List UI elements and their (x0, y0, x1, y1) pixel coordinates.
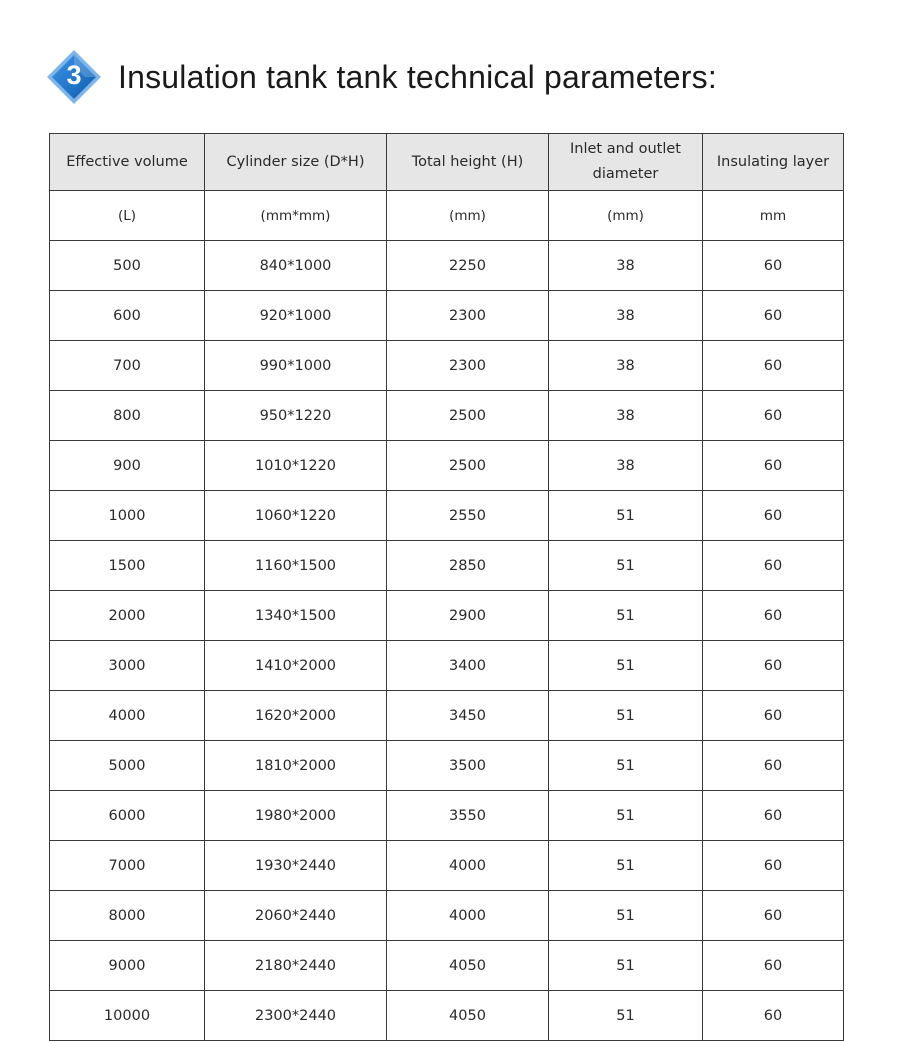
cell-insulating-layer: 60 (703, 741, 844, 791)
page-title: Insulation tank tank technical parameters: (118, 58, 717, 95)
unit-cell: (L) (50, 191, 205, 241)
table-row (50, 741, 844, 791)
table-row (50, 391, 844, 441)
table-row (50, 541, 844, 591)
cell-insulating-layer: 60 (703, 591, 844, 641)
cell-effective-volume: 800 (50, 391, 205, 441)
table-row (50, 591, 844, 641)
cell-effective-volume: 2000 (50, 591, 205, 641)
table-row (50, 291, 844, 341)
cell-insulating-layer: 60 (703, 241, 844, 291)
header-effective-volume: Effective volume (50, 134, 205, 191)
cell-total-height: 4050 (387, 991, 549, 1041)
cell-cylinder-size: 1010*1220 (205, 441, 387, 491)
cell-effective-volume: 900 (50, 441, 205, 491)
cell-inlet-outlet-diameter: 51 (549, 741, 703, 791)
cell-cylinder-size: 2180*2440 (205, 941, 387, 991)
cell-total-height: 4050 (387, 941, 549, 991)
cell-total-height: 2300 (387, 341, 549, 391)
cell-cylinder-size: 1410*2000 (205, 641, 387, 691)
cell-inlet-outlet-diameter: 51 (549, 491, 703, 541)
cell-insulating-layer: 60 (703, 541, 844, 591)
cell-inlet-outlet-diameter: 38 (549, 291, 703, 341)
table-row (50, 691, 844, 741)
table-header-row (50, 134, 844, 191)
cell-cylinder-size: 1340*1500 (205, 591, 387, 641)
cell-effective-volume: 1000 (50, 491, 205, 541)
parameters-table-container (49, 133, 843, 1041)
cell-effective-volume: 700 (50, 341, 205, 391)
cell-insulating-layer: 60 (703, 891, 844, 941)
unit-cell: mm (703, 191, 844, 241)
cell-effective-volume: 7000 (50, 841, 205, 891)
cell-total-height: 3550 (387, 791, 549, 841)
parameters-table (49, 133, 844, 1041)
cell-insulating-layer: 60 (703, 941, 844, 991)
cell-total-height: 3500 (387, 741, 549, 791)
section-heading (44, 42, 717, 112)
cell-inlet-outlet-diameter: 38 (549, 241, 703, 291)
table-row (50, 941, 844, 991)
cell-cylinder-size: 1810*2000 (205, 741, 387, 791)
table-row (50, 491, 844, 541)
cell-insulating-layer: 60 (703, 691, 844, 741)
cell-total-height: 2250 (387, 241, 549, 291)
cell-inlet-outlet-diameter: 51 (549, 641, 703, 691)
cell-cylinder-size: 2300*2440 (205, 991, 387, 1041)
cell-insulating-layer: 60 (703, 391, 844, 441)
cell-cylinder-size: 950*1220 (205, 391, 387, 441)
cell-inlet-outlet-diameter: 51 (549, 541, 703, 591)
cell-inlet-outlet-diameter: 51 (549, 991, 703, 1041)
cell-effective-volume: 4000 (50, 691, 205, 741)
table-row (50, 641, 844, 691)
cell-total-height: 4000 (387, 841, 549, 891)
cell-insulating-layer: 60 (703, 341, 844, 391)
cell-inlet-outlet-diameter: 51 (549, 941, 703, 991)
cell-effective-volume: 500 (50, 241, 205, 291)
cell-inlet-outlet-diameter: 38 (549, 391, 703, 441)
cell-cylinder-size: 2060*2440 (205, 891, 387, 941)
cell-total-height: 2300 (387, 291, 549, 341)
cell-cylinder-size: 920*1000 (205, 291, 387, 341)
cell-inlet-outlet-diameter: 51 (549, 891, 703, 941)
unit-cell: (mm) (549, 191, 703, 241)
cell-total-height: 2500 (387, 441, 549, 491)
table-row (50, 441, 844, 491)
cell-inlet-outlet-diameter: 51 (549, 791, 703, 841)
cell-total-height: 4000 (387, 891, 549, 941)
cell-inlet-outlet-diameter: 38 (549, 341, 703, 391)
cell-insulating-layer: 60 (703, 491, 844, 541)
cell-effective-volume: 6000 (50, 791, 205, 841)
unit-cell: (mm) (387, 191, 549, 241)
header-inlet-outlet-diameter: Inlet and outlet diameter (549, 134, 703, 191)
cell-cylinder-size: 840*1000 (205, 241, 387, 291)
table-row (50, 341, 844, 391)
cell-total-height: 3400 (387, 641, 549, 691)
table-row (50, 841, 844, 891)
cell-insulating-layer: 60 (703, 291, 844, 341)
cell-cylinder-size: 990*1000 (205, 341, 387, 391)
header-total-height: Total height (H) (387, 134, 549, 191)
cell-insulating-layer: 60 (703, 441, 844, 491)
cell-total-height: 2850 (387, 541, 549, 591)
cell-total-height: 2500 (387, 391, 549, 441)
table-row (50, 241, 844, 291)
header-cylinder-size: Cylinder size (D*H) (205, 134, 387, 191)
cell-insulating-layer: 60 (703, 991, 844, 1041)
cell-insulating-layer: 60 (703, 791, 844, 841)
table-row (50, 891, 844, 941)
cell-total-height: 2900 (387, 591, 549, 641)
cell-effective-volume: 8000 (50, 891, 205, 941)
cell-effective-volume: 3000 (50, 641, 205, 691)
cell-inlet-outlet-diameter: 51 (549, 691, 703, 741)
cell-effective-volume: 600 (50, 291, 205, 341)
table-row (50, 991, 844, 1041)
step-number-badge-icon (44, 47, 104, 107)
cell-effective-volume: 1500 (50, 541, 205, 591)
table-row (50, 791, 844, 841)
header-insulating-layer: Insulating layer (703, 134, 844, 191)
badge-number: 3 (66, 59, 82, 90)
cell-insulating-layer: 60 (703, 841, 844, 891)
cell-total-height: 3450 (387, 691, 549, 741)
cell-inlet-outlet-diameter: 51 (549, 841, 703, 891)
cell-cylinder-size: 1980*2000 (205, 791, 387, 841)
cell-cylinder-size: 1060*1220 (205, 491, 387, 541)
cell-cylinder-size: 1930*2440 (205, 841, 387, 891)
cell-insulating-layer: 60 (703, 641, 844, 691)
units-row (50, 191, 844, 241)
cell-effective-volume: 9000 (50, 941, 205, 991)
cell-cylinder-size: 1620*2000 (205, 691, 387, 741)
cell-inlet-outlet-diameter: 51 (549, 591, 703, 641)
unit-cell: (mm*mm) (205, 191, 387, 241)
cell-inlet-outlet-diameter: 38 (549, 441, 703, 491)
cell-effective-volume: 10000 (50, 991, 205, 1041)
cell-cylinder-size: 1160*1500 (205, 541, 387, 591)
cell-effective-volume: 5000 (50, 741, 205, 791)
cell-total-height: 2550 (387, 491, 549, 541)
